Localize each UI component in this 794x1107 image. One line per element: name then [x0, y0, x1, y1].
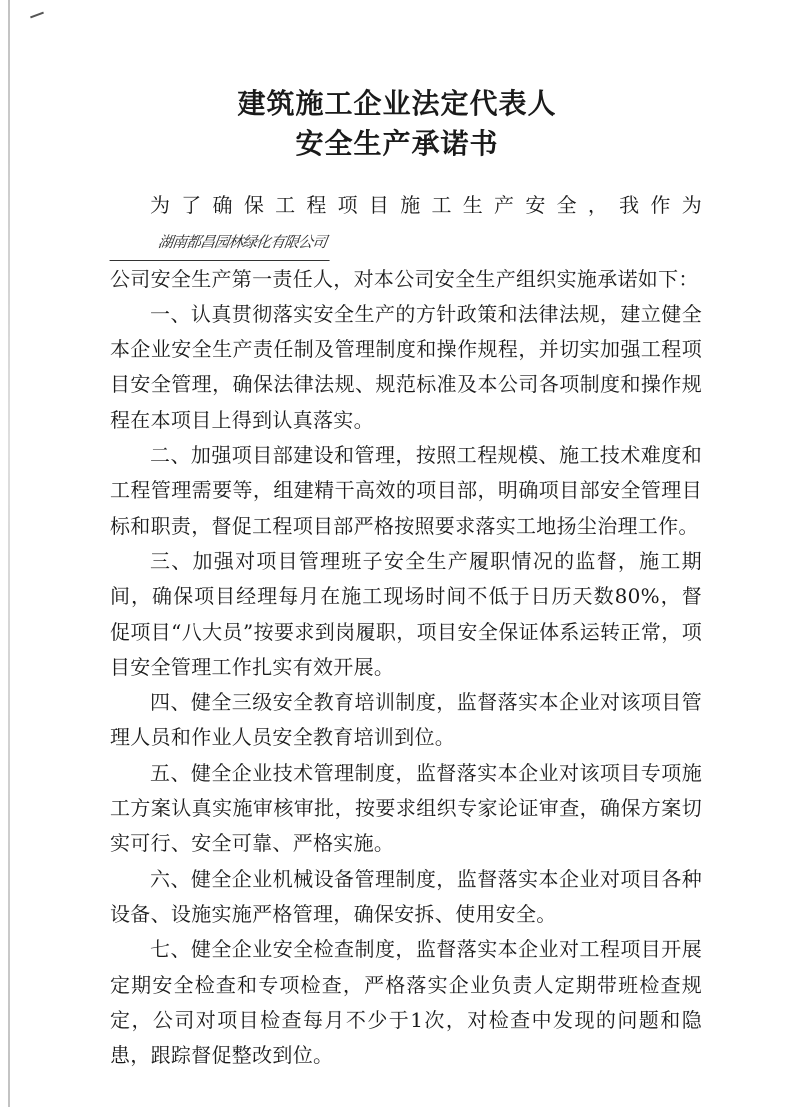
document-title: 建筑施工企业法定代表人	[237, 87, 557, 120]
intro-paragraph	[110, 188, 702, 262]
item-1: 一、认真贯彻落实安全生产的方针政策和法律法规，建立健全本企业安全生产责任制及管理制度和操作规程，并切实加强工程项目安全管理，确保法律法规、规范标准及本公司各项制度和操作规程在本项目上得到认真落实。	[110, 301, 702, 432]
item-3: 三、加强对项目管理班子安全生产履职情况的监督，施工期间，确保项目经理每月在施工现场时间不低于日历天数80%，督促项目“八大员”按要求到岗履职，项目安全保证体系运转正常，项目安全管理工作扎实有效开展。	[110, 548, 702, 679]
handwritten-company-name: 湖南都昌园林绿化有限公司	[109, 225, 334, 261]
scan-edge	[8, 0, 10, 1107]
item-6: 六、健全企业机械设备管理制度，监督落实本企业对项目各种设备、设施实施严格管理，确保安拆、使用安全。	[110, 866, 702, 926]
item-7: 七、健全企业安全检查制度，监督落实本企业对工程项目开展定期安全检查和专项检查，严格落实企业负责人定期带班检查规定，公司对项目检查每月不少于1次，对检查中发现的问题和隐患，跟踪督促整改到位。	[110, 937, 702, 1068]
item-4: 四、健全三级安全教育培训制度，监督落实本企业对该项目管理人员和作业人员安全教育培训到位。	[110, 690, 702, 750]
scan-mark	[30, 12, 44, 19]
document-body	[110, 188, 702, 1073]
intro-lead: 为了确保工程项目施工生产安全，我作为	[150, 193, 702, 217]
item-5: 五、健全企业技术管理制度，监督落实本企业对该项目专项施工方案认真实施审核审批，按要求组织专家论证审查，确保方案切实可行、安全可靠、严格实施。	[110, 760, 702, 856]
intro-tail: 公司安全生产第一责任人，对本公司安全生产组织实施承诺如下：	[110, 266, 699, 291]
document-subtitle: 安全生产承诺书	[295, 127, 499, 160]
item-2: 二、加强项目部建设和管理，按照工程规模、施工技术难度和工程管理需要等，组建精干高效的项目部，明确项目部安全管理目标和职责，督促工程项目部严格按照要求落实工地扬尘治理工作。	[110, 443, 702, 538]
